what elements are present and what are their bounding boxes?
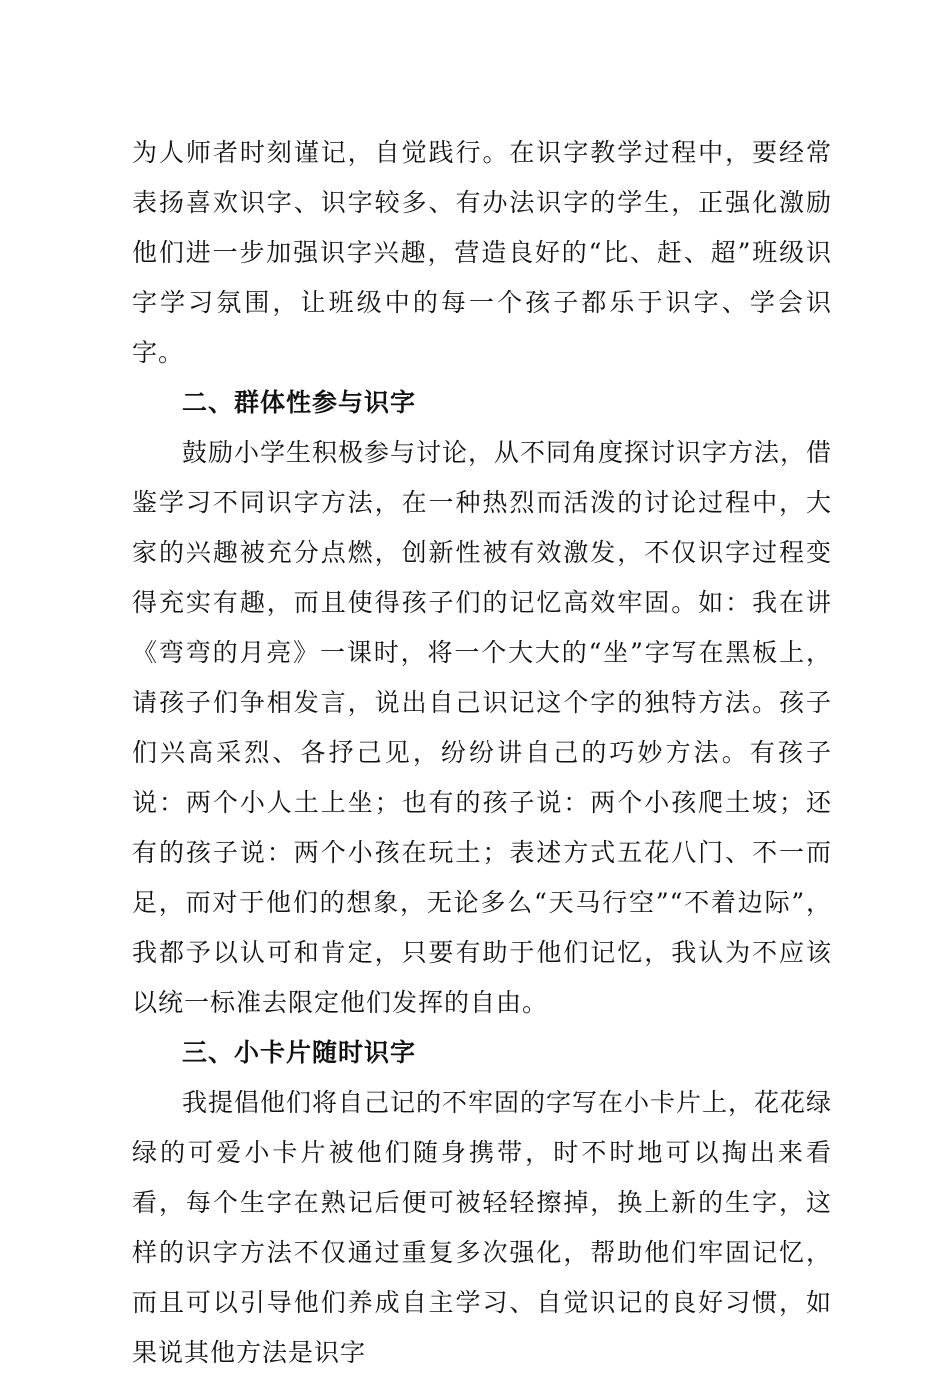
paragraph-group-participation: 鼓励小学生积极参与讨论，从不同角度探讨识字方法，借鉴学习不同识字方法，在一种热烈而活泼的讨论过程中，大家的兴趣被充分点燃，创新性被有效激发，不仅识字过程变得充实有趣，而且使得孩子们的记忆高效牢固。如：我在讲《弯弯的月亮》一课时，将一个大大的“坐”字写在黑板上，请孩子们争相发言，说出自己识记这个字的独特方法。孩子们兴高采烈、各抒己见，纷纷讲自己的巧妙方法。有孩子说：两个小人土上坐；也有的孩子说：两个小孩爬土坡；还有的孩子说：两个小孩在玩土；表述方式五花八门、不一而足，而对于他们的想象，无论多么“天马行空”“不着边际”，我都予以认可和肯定，只要有助于他们记忆，我认为不应该以统一标准去限定他们发挥的自由。: [132, 438, 833, 1017]
section-heading-small-cards: 三、小卡片随时识字: [182, 1038, 417, 1067]
paragraph-intro-continuation: 为人师者时刻谨记，自觉践行。在识字教学过程中，要经常表扬喜欢识字、识字较多、有办法识字的学生，正强化激励他们进一步加强识字兴趣，营造良好的“比、赶、超”班级识字学习氛围，让班级中的每一个孩子都乐于识字、学会识字。: [132, 138, 832, 367]
document-page: [132, 128, 832, 1378]
paragraph-small-cards: 我提倡他们将自己记的不牢固的字写在小卡片上，花花绿绿的可爱小卡片被他们随身携带，时不时地可以掏出来看看，每个生字在熟记后便可被轻轻擦掉，换上新的生字，这样的识字方法不仅通过重复多次强化，帮助他们牢固记忆，而且可以引导他们养成自主学习、自觉识记的良好习惯，如果说其他方法是识字: [132, 1088, 833, 1367]
section-heading-group-participation: 二、群体性参与识字: [182, 388, 417, 417]
